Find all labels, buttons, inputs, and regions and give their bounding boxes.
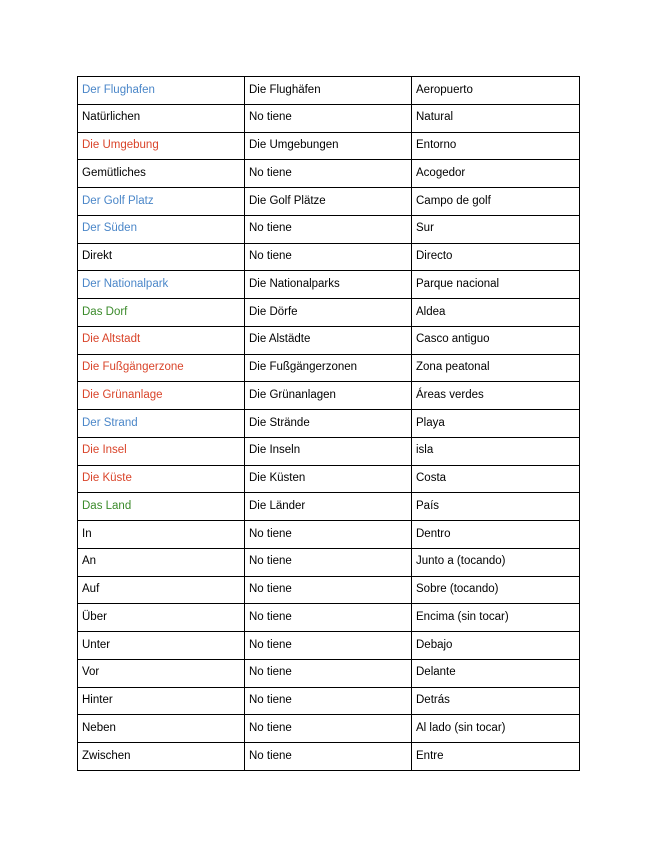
table-row (78, 104, 580, 132)
german-word-cell: Vor (78, 659, 245, 687)
spanish-translation-cell: Áreas verdes (412, 382, 580, 410)
plural-form-cell: No tiene (245, 576, 412, 604)
german-word-cell: In (78, 521, 245, 549)
spanish-translation-cell: Debajo (412, 632, 580, 660)
german-word-cell: Der Nationalpark (78, 271, 245, 299)
spanish-translation-cell: Casco antiguo (412, 326, 580, 354)
spanish-translation-cell: Sobre (tocando) (412, 576, 580, 604)
spanish-translation-cell: Delante (412, 659, 580, 687)
spanish-translation-cell: Aeropuerto (412, 77, 580, 105)
plural-form-cell: Die Länder (245, 493, 412, 521)
plural-form-cell: Die Nationalparks (245, 271, 412, 299)
table-row (78, 410, 580, 438)
spanish-translation-cell: Sur (412, 215, 580, 243)
table-row (78, 243, 580, 271)
table-row (78, 465, 580, 493)
plural-form-cell: Die Umgebungen (245, 132, 412, 160)
plural-form-cell: No tiene (245, 604, 412, 632)
spanish-translation-cell: Junto a (tocando) (412, 548, 580, 576)
spanish-translation-cell: Acogedor (412, 160, 580, 188)
table-row (78, 743, 580, 771)
plural-form-cell: Die Strände (245, 410, 412, 438)
plural-form-cell: No tiene (245, 687, 412, 715)
plural-form-cell: No tiene (245, 659, 412, 687)
table-row (78, 715, 580, 743)
table-row (78, 271, 580, 299)
german-word-cell: Hinter (78, 687, 245, 715)
plural-form-cell: No tiene (245, 243, 412, 271)
german-word-cell: Unter (78, 632, 245, 660)
table-row (78, 437, 580, 465)
german-word-cell: Über (78, 604, 245, 632)
table-row (78, 548, 580, 576)
spanish-translation-cell: Campo de golf (412, 188, 580, 216)
german-word-cell: Gemütliches (78, 160, 245, 188)
german-word-cell: Der Süden (78, 215, 245, 243)
plural-form-cell: Die Grünanlagen (245, 382, 412, 410)
german-word-cell: Der Flughafen (78, 77, 245, 105)
plural-form-cell: No tiene (245, 743, 412, 771)
vocabulary-table (77, 76, 580, 771)
table-row (78, 604, 580, 632)
table-row (78, 326, 580, 354)
table-row (78, 77, 580, 105)
german-word-cell: Neben (78, 715, 245, 743)
spanish-translation-cell: Dentro (412, 521, 580, 549)
table-row (78, 215, 580, 243)
table-row (78, 160, 580, 188)
table-row (78, 659, 580, 687)
table-row (78, 382, 580, 410)
plural-form-cell: No tiene (245, 215, 412, 243)
spanish-translation-cell: Zona peatonal (412, 354, 580, 382)
table-row (78, 493, 580, 521)
plural-form-cell: No tiene (245, 548, 412, 576)
plural-form-cell: Die Alstädte (245, 326, 412, 354)
plural-form-cell: Die Küsten (245, 465, 412, 493)
plural-form-cell: No tiene (245, 715, 412, 743)
spanish-translation-cell: Encima (sin tocar) (412, 604, 580, 632)
german-word-cell: Zwischen (78, 743, 245, 771)
table-row (78, 354, 580, 382)
plural-form-cell: No tiene (245, 160, 412, 188)
plural-form-cell: No tiene (245, 521, 412, 549)
german-word-cell: Das Land (78, 493, 245, 521)
german-word-cell: Direkt (78, 243, 245, 271)
spanish-translation-cell: Entre (412, 743, 580, 771)
german-word-cell: Der Golf Platz (78, 188, 245, 216)
table-row (78, 188, 580, 216)
plural-form-cell: Die Golf Plätze (245, 188, 412, 216)
plural-form-cell: Die Flughäfen (245, 77, 412, 105)
german-word-cell: Die Insel (78, 437, 245, 465)
spanish-translation-cell: Parque nacional (412, 271, 580, 299)
table-row (78, 576, 580, 604)
spanish-translation-cell: Detrás (412, 687, 580, 715)
german-word-cell: Die Fußgängerzone (78, 354, 245, 382)
table-row (78, 132, 580, 160)
table-row (78, 687, 580, 715)
vocabulary-table-body (78, 77, 580, 771)
plural-form-cell: Die Inseln (245, 437, 412, 465)
plural-form-cell: No tiene (245, 104, 412, 132)
german-word-cell: Die Umgebung (78, 132, 245, 160)
table-row (78, 521, 580, 549)
table-row (78, 632, 580, 660)
spanish-translation-cell: País (412, 493, 580, 521)
plural-form-cell: Die Dörfe (245, 299, 412, 327)
spanish-translation-cell: isla (412, 437, 580, 465)
plural-form-cell: No tiene (245, 632, 412, 660)
spanish-translation-cell: Al lado (sin tocar) (412, 715, 580, 743)
german-word-cell: Die Grünanlage (78, 382, 245, 410)
spanish-translation-cell: Natural (412, 104, 580, 132)
spanish-translation-cell: Directo (412, 243, 580, 271)
german-word-cell: Der Strand (78, 410, 245, 438)
spanish-translation-cell: Entorno (412, 132, 580, 160)
german-word-cell: Die Küste (78, 465, 245, 493)
german-word-cell: Das Dorf (78, 299, 245, 327)
spanish-translation-cell: Playa (412, 410, 580, 438)
german-word-cell: Auf (78, 576, 245, 604)
german-word-cell: An (78, 548, 245, 576)
plural-form-cell: Die Fußgängerzonen (245, 354, 412, 382)
german-word-cell: Natürlichen (78, 104, 245, 132)
german-word-cell: Die Altstadt (78, 326, 245, 354)
spanish-translation-cell: Costa (412, 465, 580, 493)
table-row (78, 299, 580, 327)
spanish-translation-cell: Aldea (412, 299, 580, 327)
